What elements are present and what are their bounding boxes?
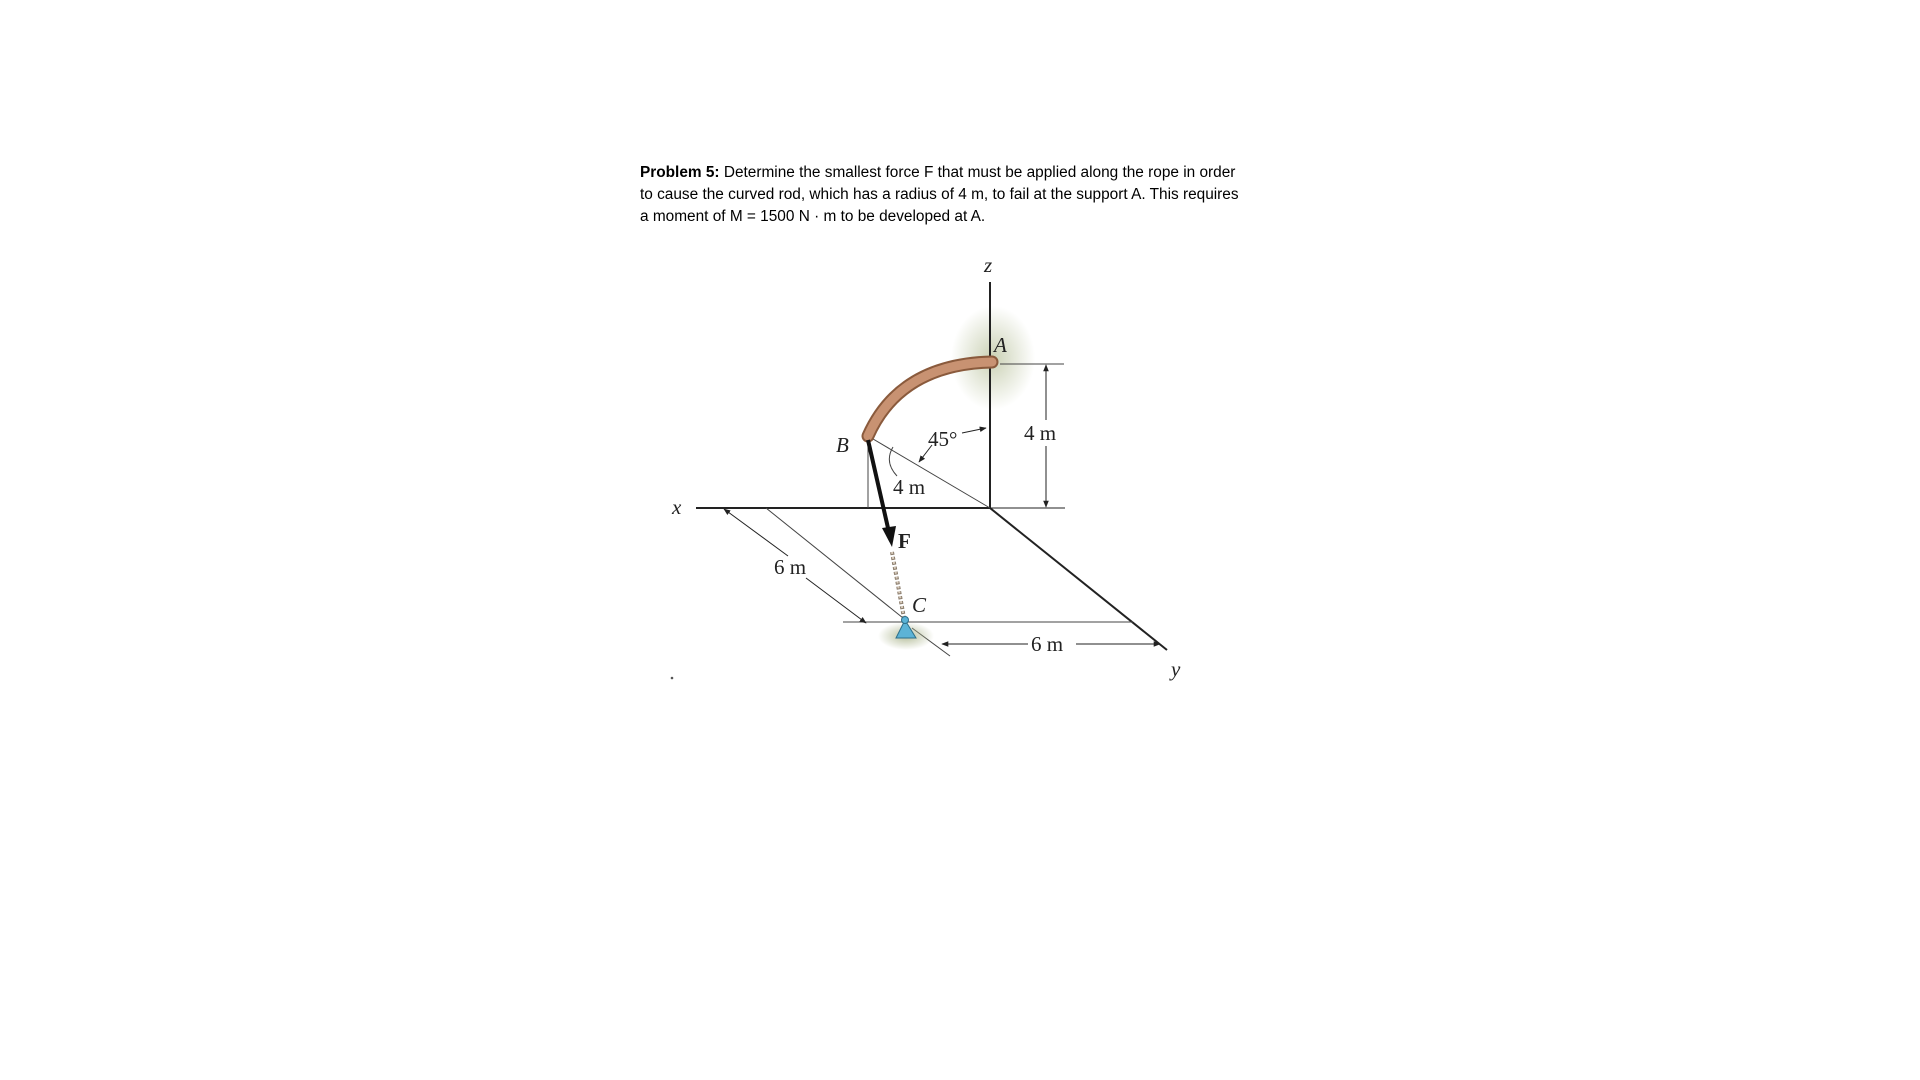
y-axis-label: y	[1171, 657, 1181, 681]
problem-number: Problem 5:	[640, 164, 720, 181]
x-dim-line-lower	[806, 578, 866, 623]
force-arrowhead	[882, 526, 896, 547]
problem-line-2: to cause the curved rod, which has a radius of 4 m, to fail at the support A. This requires	[640, 186, 1239, 203]
z-axis-label: z	[984, 253, 993, 277]
force-arrow-shaft	[868, 440, 888, 528]
anchor-c-ring	[902, 617, 909, 624]
radius-label: 4 m	[893, 475, 926, 499]
angle-arrow-right	[962, 428, 986, 433]
point-b-label: B	[836, 433, 849, 457]
x-axis-label: x	[672, 495, 682, 519]
problem-line-3: a moment of M = 1500 N · m to be developed at A.	[640, 208, 986, 225]
y-dimension-label: 6 m	[1031, 632, 1064, 656]
point-a-label: A	[994, 333, 1007, 357]
stray-dot	[671, 677, 674, 680]
force-label: F	[898, 529, 911, 553]
y-axis	[990, 508, 1167, 650]
angle-label: 45°	[928, 427, 958, 451]
x-dimension-label: 6 m	[774, 555, 807, 579]
height-label: 4 m	[1024, 421, 1057, 445]
x-dim-line-upper	[724, 509, 788, 556]
point-c-label: C	[912, 593, 927, 617]
problem-line-1-text: Determine the smallest force F that must be applied along the rope in order	[719, 164, 1236, 181]
